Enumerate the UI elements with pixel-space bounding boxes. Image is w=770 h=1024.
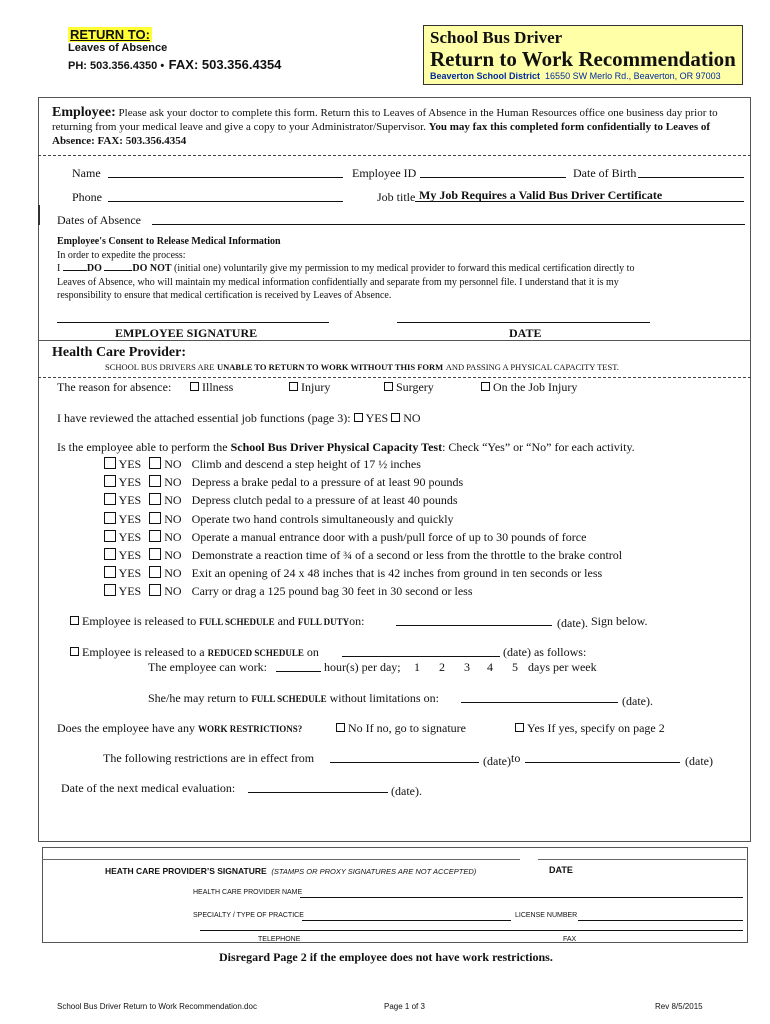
restrictions-yes-checkbox[interactable] bbox=[515, 723, 524, 732]
full-schedule-row bbox=[70, 614, 365, 629]
reason-injury[interactable] bbox=[289, 380, 330, 395]
section-divider bbox=[38, 155, 751, 156]
name-label: Name bbox=[72, 166, 101, 180]
illness-label: Illness bbox=[202, 380, 234, 394]
activity-no-checkbox[interactable] bbox=[149, 493, 161, 505]
restrictions-b: WORK RESTRICTIONS? bbox=[197, 724, 303, 734]
employee-intro bbox=[52, 106, 742, 148]
reviewed-no-label: NO bbox=[403, 411, 421, 425]
activity-no-checkbox[interactable] bbox=[149, 457, 161, 469]
do-not-initial-field[interactable] bbox=[104, 270, 132, 271]
fax-number: FAX: 503.356.4354 bbox=[168, 57, 282, 72]
reduced-date-label: (date) as follows: bbox=[503, 645, 587, 659]
activity-no-label: NO bbox=[164, 457, 182, 471]
return-to-label: RETURN TO: bbox=[70, 27, 150, 42]
hours-per-day-field[interactable] bbox=[276, 671, 321, 672]
provider-name-field[interactable] bbox=[300, 897, 743, 898]
reason-on-the-job[interactable] bbox=[481, 380, 577, 395]
restriction-to-date-label: (date) bbox=[685, 754, 713, 768]
reduced-schedule-row bbox=[70, 645, 319, 660]
employee-date-field[interactable] bbox=[397, 322, 650, 323]
form-title-line2: Return to Work Recommendation bbox=[430, 47, 736, 71]
reduced-schedule-checkbox[interactable] bbox=[70, 647, 79, 656]
activity-no-checkbox[interactable] bbox=[149, 512, 161, 524]
activity-no-label: NO bbox=[164, 475, 182, 490]
restrictions-no[interactable] bbox=[336, 721, 466, 736]
activity-no-checkbox[interactable] bbox=[149, 530, 161, 542]
specialty-field[interactable] bbox=[302, 920, 511, 921]
full-schedule-text-c: and bbox=[277, 614, 295, 628]
activity-row bbox=[104, 584, 473, 599]
on-the-job-label: On the Job Injury bbox=[493, 380, 578, 394]
restriction-to-label: to bbox=[511, 751, 521, 765]
fax-label: FAX bbox=[563, 936, 577, 943]
employee-signature-label: EMPLOYEE SIGNATURE bbox=[115, 326, 258, 340]
phone-number: PH: 503.356.4350 • bbox=[68, 60, 165, 72]
may-return-date-field[interactable] bbox=[461, 702, 618, 703]
surgery-label: Surgery bbox=[396, 380, 434, 394]
on-the-job-checkbox[interactable] bbox=[481, 382, 490, 391]
provider-name-label: HEALTH CARE PROVIDER NAME bbox=[193, 889, 303, 896]
activity-yes-label: YES bbox=[118, 529, 142, 544]
job-title-value: My Job Requires a Valid Bus Driver Certificate bbox=[419, 188, 663, 202]
full-schedule-text-a: Employee is released to bbox=[82, 614, 197, 628]
employee-id-field[interactable] bbox=[420, 177, 566, 178]
license-number-field[interactable] bbox=[578, 920, 743, 921]
day-option-4[interactable]: 4 bbox=[487, 660, 493, 674]
activity-yes-checkbox[interactable] bbox=[104, 566, 116, 578]
restriction-to-field[interactable] bbox=[525, 762, 680, 763]
dates-of-absence-label: Dates of Absence bbox=[57, 213, 141, 227]
employee-heading: Employee: bbox=[52, 105, 116, 120]
activity-no-checkbox[interactable] bbox=[149, 475, 161, 487]
may-return-date-label: (date). bbox=[622, 694, 653, 708]
consent-line4: responsibility to ensure that medical certification is received by Leaves of Absence. bbox=[57, 290, 392, 301]
activity-text: Operate a manual entrance door with a push/pull force of up to 30 pounds of force bbox=[191, 529, 587, 544]
activity-yes-checkbox[interactable] bbox=[104, 457, 116, 469]
provider-signature-label: HEATH CARE PROVIDER’S SIGNATURE bbox=[105, 866, 267, 876]
provider-date-label: DATE bbox=[549, 865, 573, 875]
day-option-3[interactable]: 3 bbox=[464, 660, 470, 674]
employee-id-label: Employee ID bbox=[352, 166, 417, 180]
fax-instruction: You may fax this completed form confidentially to Leaves of Absence: FAX: 503.356.4354 bbox=[52, 121, 711, 147]
may-return-a: She/he may return to bbox=[148, 691, 249, 705]
telephone-fax-field[interactable] bbox=[200, 930, 743, 931]
reason-surgery[interactable] bbox=[384, 380, 434, 395]
consent-line3: Leaves of Absence, who will maintain my medical information confidentially and separate from my personnel file. I understand that it is my bbox=[57, 276, 619, 288]
employee-instructions: Please ask your doctor to complete this form. Return this to Leaves of Absence in the Human Resources office one business day prior to returning from your medical leave and give a copy to your Administrator/Supervisor. bbox=[52, 107, 718, 133]
restrictions-no-checkbox[interactable] bbox=[336, 723, 345, 732]
next-eval-label: Date of the next medical evaluation: bbox=[61, 781, 236, 795]
consent-heading: Employee's Consent to Release Medical Information bbox=[57, 236, 281, 247]
activity-no-label: NO bbox=[164, 529, 182, 544]
specialty-label: SPECIALTY / TYPE OF PRACTICE bbox=[193, 912, 304, 919]
activity-yes-checkbox[interactable] bbox=[104, 512, 116, 524]
job-title-label: Job title bbox=[377, 190, 416, 204]
activity-text: Demonstrate a reaction time of ¾ of a second or less from the throttle to the brake control bbox=[191, 548, 623, 562]
activity-no-label: NO bbox=[164, 511, 182, 526]
reason-illness[interactable] bbox=[190, 380, 233, 395]
contact-line bbox=[68, 56, 281, 74]
may-return-row bbox=[148, 691, 439, 706]
activity-row bbox=[104, 530, 586, 545]
provider-signature-field[interactable] bbox=[42, 859, 520, 860]
activity-yes-label: YES bbox=[118, 457, 142, 471]
capacity-question-c: : Check “Yes” or “No” for each activity. bbox=[442, 440, 635, 454]
activity-no-checkbox[interactable] bbox=[149, 566, 161, 578]
activity-row bbox=[104, 512, 454, 527]
capacity-question-a: Is the employee able to perform the bbox=[57, 440, 228, 454]
dates-of-absence-field[interactable] bbox=[152, 224, 745, 225]
activity-yes-checkbox[interactable] bbox=[104, 493, 116, 505]
license-number-label: LICENSE NUMBER bbox=[515, 912, 578, 919]
panel-tick bbox=[38, 205, 40, 225]
consent-block bbox=[57, 235, 747, 303]
disregard-note: Disregard Page 2 if the employee does not have work restrictions. bbox=[219, 950, 553, 964]
restrictions-question bbox=[57, 721, 302, 736]
activity-text: Depress clutch pedal to a pressure of at least 40 pounds bbox=[191, 493, 458, 508]
activity-no-label: NO bbox=[164, 584, 182, 599]
activity-yes-checkbox[interactable] bbox=[104, 584, 116, 596]
restriction-from-field[interactable] bbox=[330, 762, 479, 763]
reduced-text-a: Employee is released to a bbox=[82, 645, 205, 659]
footer-filename: School Bus Driver Return to Work Recommendation.doc bbox=[57, 1002, 257, 1011]
next-eval-date-label: (date). bbox=[391, 784, 422, 798]
provider-signature-label-row bbox=[105, 866, 476, 876]
provider-signature-note: (STAMPS OR PROXY SIGNATURES ARE NOT ACCEPTED) bbox=[271, 867, 477, 876]
consent-i: I bbox=[57, 263, 61, 274]
reason-label: The reason for absence: bbox=[57, 380, 172, 394]
dob-field[interactable] bbox=[638, 177, 744, 178]
consent-do: DO bbox=[86, 263, 102, 274]
can-work-label: The employee can work: bbox=[148, 660, 267, 674]
reviewed-yes-label: YES bbox=[365, 411, 389, 425]
provider-note-b: UNABLE TO RETURN TO WORK WITHOUT THIS FORM bbox=[217, 362, 444, 372]
consent-rest: (initial one) voluntarily give my permission to my medical provider to forward this medical certification directly to bbox=[174, 263, 635, 274]
may-return-c: without limitations on: bbox=[329, 691, 439, 705]
phone-label: Phone bbox=[72, 190, 102, 204]
capacity-question-b: School Bus Driver Physical Capacity Test bbox=[230, 440, 443, 454]
following-restrictions-label: The following restrictions are in effect from bbox=[103, 751, 315, 765]
dob-label: Date of Birth bbox=[573, 166, 637, 180]
employee-date-label: DATE bbox=[509, 326, 542, 340]
signature-box bbox=[42, 847, 748, 943]
employee-section-end bbox=[38, 340, 751, 341]
activity-no-label: NO bbox=[164, 548, 182, 562]
activity-no-checkbox[interactable] bbox=[149, 548, 161, 560]
restriction-from-date-label: (date) bbox=[483, 754, 511, 768]
days-per-week-label: days per week bbox=[528, 660, 597, 674]
activity-no-checkbox[interactable] bbox=[149, 584, 161, 596]
activity-yes-label: YES bbox=[118, 475, 142, 490]
activity-row bbox=[104, 457, 421, 472]
telephone-label: TELEPHONE bbox=[258, 936, 301, 943]
restrictions-no-label: No If no, go to signature bbox=[348, 721, 466, 735]
name-field[interactable] bbox=[108, 177, 343, 178]
activity-row bbox=[104, 493, 458, 508]
consent-do-not: DO NOT bbox=[132, 263, 172, 274]
activity-text: Depress a brake pedal to a pressure of at least 90 pounds bbox=[191, 475, 464, 490]
activity-row bbox=[104, 548, 622, 563]
activity-yes-label: YES bbox=[118, 584, 142, 599]
job-title-field[interactable] bbox=[415, 201, 744, 202]
may-return-b: FULL SCHEDULE bbox=[251, 694, 327, 704]
illness-checkbox[interactable] bbox=[190, 382, 199, 391]
reviewed-yes-checkbox[interactable] bbox=[354, 413, 363, 422]
reason-row bbox=[57, 380, 171, 395]
activity-yes-label: YES bbox=[118, 566, 142, 581]
day-option-5[interactable]: 5 bbox=[512, 660, 518, 674]
full-schedule-text-b: FULL SCHEDULE bbox=[199, 617, 275, 627]
hours-per-day-label: hour(s) per day; bbox=[324, 660, 401, 674]
title-box bbox=[423, 25, 743, 85]
activity-text: Operate two hand controls simultaneously and quickly bbox=[191, 511, 454, 526]
activity-yes-label: YES bbox=[118, 511, 142, 526]
provider-note-c: AND PASSING A PHYSICAL CAPACITY TEST. bbox=[445, 362, 619, 372]
activity-text: Exit an opening of 24 x 48 inches that is 42 inches from ground in ten seconds or less bbox=[191, 566, 603, 581]
consent-line1: In order to expedite the process: bbox=[57, 249, 186, 261]
day-option-1[interactable]: 1 bbox=[414, 660, 420, 674]
day-option-2[interactable]: 2 bbox=[439, 660, 445, 674]
restrictions-a: Does the employee have any bbox=[57, 721, 195, 735]
reviewed-row bbox=[57, 411, 421, 426]
full-schedule-text-d: FULL DUTY bbox=[297, 617, 350, 627]
employee-signature-field[interactable] bbox=[57, 322, 329, 323]
next-eval-field[interactable] bbox=[248, 792, 388, 793]
full-schedule-checkbox[interactable] bbox=[70, 616, 79, 625]
injury-label: Injury bbox=[301, 380, 331, 394]
activity-row bbox=[104, 566, 602, 581]
reviewed-no-checkbox[interactable] bbox=[391, 413, 400, 422]
activity-yes-label: YES bbox=[118, 493, 142, 508]
form-title-line1: School Bus Driver bbox=[430, 28, 563, 47]
reviewed-label: I have reviewed the attached essential job functions (page 3): bbox=[57, 411, 351, 425]
injury-checkbox[interactable] bbox=[289, 382, 298, 391]
phone-field[interactable] bbox=[108, 201, 343, 202]
activity-text: Climb and descend a step height of 17 ½ inches bbox=[191, 457, 421, 471]
activity-no-label: NO bbox=[164, 493, 182, 508]
sign-below-label: Sign below. bbox=[591, 614, 648, 628]
activity-yes-checkbox[interactable] bbox=[104, 548, 116, 560]
restrictions-yes[interactable] bbox=[515, 721, 665, 736]
full-schedule-date-field[interactable] bbox=[396, 625, 552, 626]
reduced-schedule-date-field[interactable] bbox=[342, 656, 500, 657]
restrictions-yes-label: Yes If yes, specify on page 2 bbox=[527, 721, 665, 735]
department-label: Leaves of Absence bbox=[68, 42, 168, 54]
provider-heading: Health Care Provider: bbox=[52, 345, 187, 360]
district-name: Beaverton School District bbox=[430, 71, 541, 81]
capacity-question bbox=[57, 440, 635, 455]
do-initial-field[interactable] bbox=[63, 270, 87, 271]
activity-yes-label: YES bbox=[118, 548, 142, 562]
provider-note bbox=[105, 362, 619, 373]
activity-row bbox=[104, 475, 463, 490]
reduced-text-c: on bbox=[306, 645, 319, 659]
activity-no-label: NO bbox=[164, 566, 182, 581]
full-schedule-text-e: on: bbox=[349, 614, 365, 628]
provider-divider bbox=[38, 377, 751, 378]
district-address: 16550 SW Merlo Rd., Beaverton, OR 97003 bbox=[545, 71, 721, 81]
footer-revision: Rev 8/5/2015 bbox=[655, 1002, 703, 1011]
surgery-checkbox[interactable] bbox=[384, 382, 393, 391]
consent-initial-line bbox=[57, 262, 747, 276]
provider-note-a: SCHOOL BUS DRIVERS ARE bbox=[105, 362, 215, 372]
reduced-text-b: REDUCED SCHEDULE bbox=[207, 648, 304, 658]
full-schedule-date-label: (date). bbox=[557, 616, 588, 630]
activity-yes-checkbox[interactable] bbox=[104, 530, 116, 542]
provider-date-field[interactable] bbox=[538, 859, 746, 860]
activity-text: Carry or drag a 125 pound bag 30 feet in 30 second or less bbox=[191, 584, 473, 599]
activity-yes-checkbox[interactable] bbox=[104, 475, 116, 487]
footer-page: Page 1 of 3 bbox=[384, 1002, 425, 1011]
district-line bbox=[430, 71, 721, 81]
